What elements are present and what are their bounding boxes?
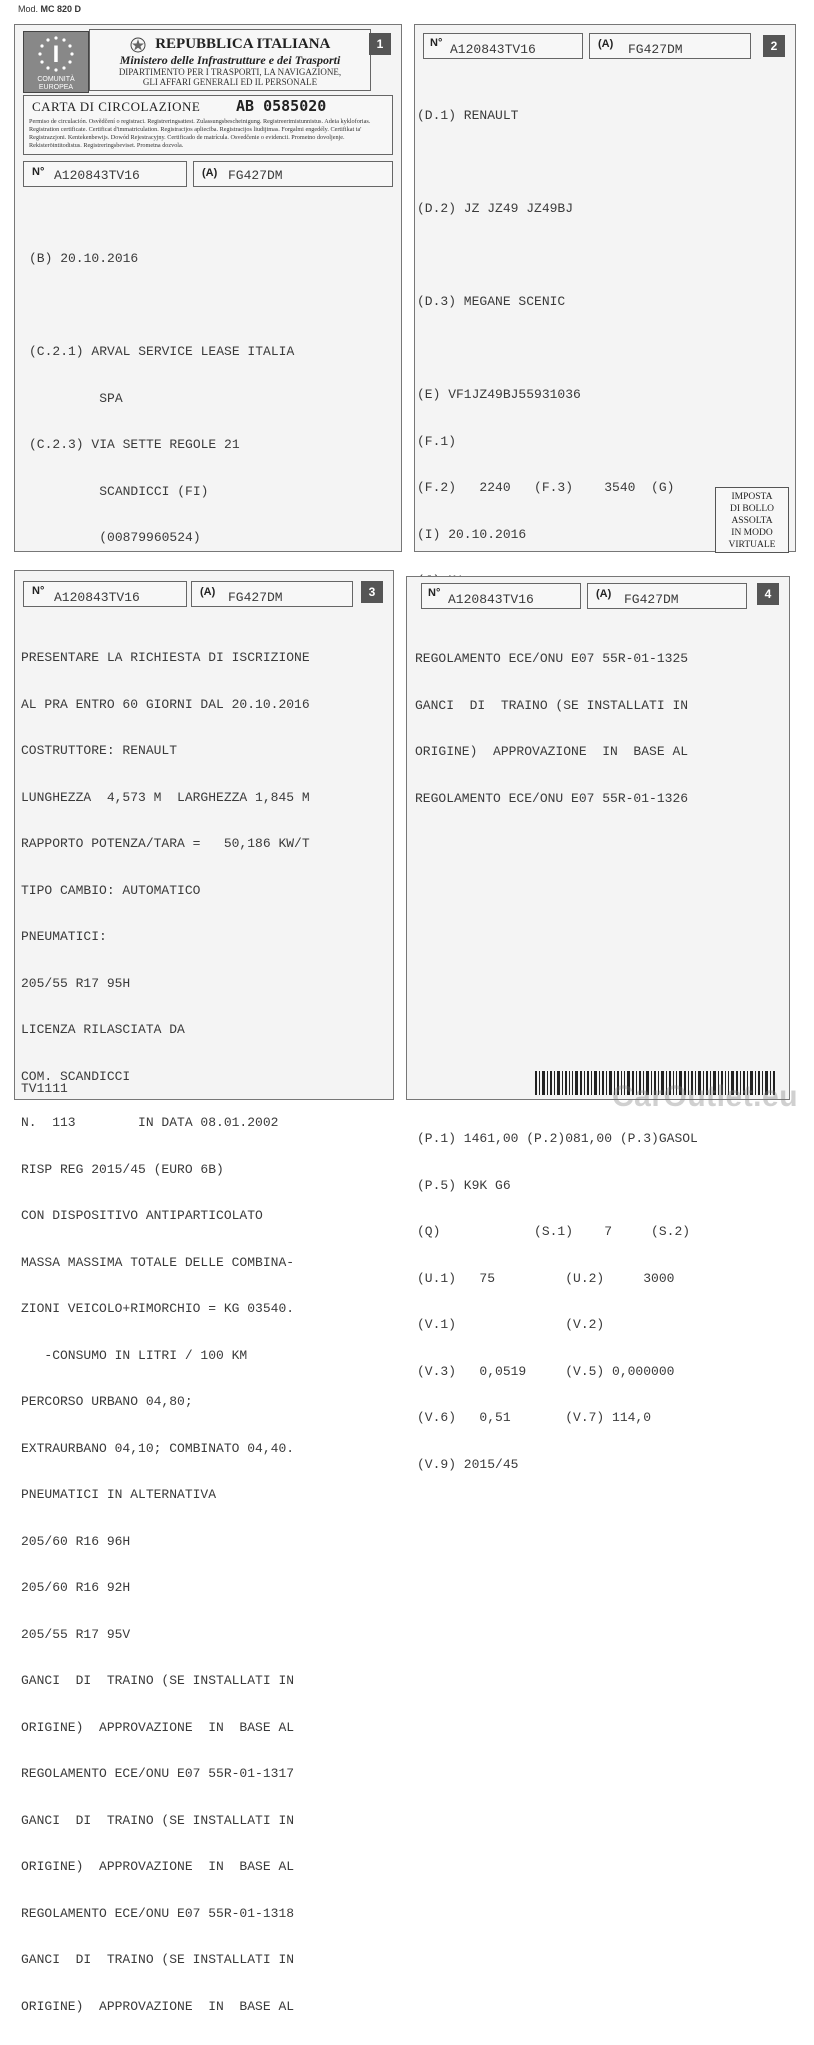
registration-number: A120843TV16 <box>54 590 140 605</box>
text-line: GANCI DI TRAINO (SE INSTALLATI IN <box>21 1812 295 1828</box>
model-label <box>18 4 81 14</box>
text-line: SPA <box>29 390 123 406</box>
plate-number: FG427DM <box>228 168 283 183</box>
stamp-line: IMPOSTA <box>731 492 773 502</box>
text-line: -CONSUMO IN LITRI / 100 KM <box>21 1347 248 1363</box>
plate-number: FG427DM <box>228 590 283 605</box>
text-line: ZIONI VEICOLO+RIMORCHIO = KG 03540. <box>21 1301 295 1316</box>
text-line <box>417 248 698 264</box>
stamp-line: DI BOLLO <box>729 504 775 514</box>
republic-title: REPUBBLICA ITALIANA <box>155 36 331 52</box>
panel-4-number: 4 <box>757 583 779 605</box>
registration-number: A120843TV16 <box>448 592 534 607</box>
registration-number-box <box>23 161 187 187</box>
text-line: PRESENTARE LA RICHIESTA DI ISCRIZIONE <box>21 650 310 665</box>
text-line: TIPO CAMBIO: AUTOMATICO <box>21 882 201 898</box>
text-line: PNEUMATICI: <box>21 929 107 944</box>
text-line: (D.1) RENAULT <box>417 108 519 123</box>
text-line: (P.5) K9K G6 <box>417 1177 511 1193</box>
department-line-1: DIPARTIMENTO PER I TRASPORTI, LA NAVIGAZIONE, <box>118 67 342 77</box>
text-line: GANCI DI TRAINO (SE INSTALLATI IN <box>415 697 689 713</box>
model-label-code: MC 820 D <box>40 4 82 14</box>
plate-box <box>193 161 393 187</box>
number-label: N° <box>430 37 443 49</box>
plate-label: (A) <box>598 38 614 50</box>
text-line: REGOLAMENTO ECE/ONU E07 55R-01-1326 <box>415 790 689 806</box>
text-line: REGOLAMENTO ECE/ONU E07 55R-01-1318 <box>21 1905 295 1921</box>
registration-number-box <box>421 583 581 609</box>
text-line: CON DISPOSITIVO ANTIPARTICOLATO <box>21 1208 263 1223</box>
text-line: 205/60 R16 96H <box>21 1533 131 1549</box>
text-line: ORIGINE) APPROVAZIONE IN BASE AL <box>21 1859 295 1874</box>
panel-3-text <box>21 619 310 2045</box>
document-number: AB 0585020 <box>236 97 327 115</box>
text-line: ORIGINE) APPROVAZIONE IN BASE AL <box>415 744 689 759</box>
eu-country-letter: I <box>52 41 60 68</box>
text-line: (F.2) 2240 (F.3) 3540 (G) <box>417 480 675 495</box>
model-label-prefix: Mod. <box>18 4 39 14</box>
plate-label: (A) <box>596 588 612 600</box>
panel-3 <box>14 570 394 2014</box>
stamp-line: IN MODO <box>731 528 773 538</box>
text-line: (C.2.3) VIA SETTE REGOLE 21 <box>29 437 240 452</box>
plate-box <box>589 33 751 59</box>
text-line: RAPPORTO POTENZA/TARA = 50,186 KW/T <box>21 836 310 851</box>
text-line: COSTRUTTORE: RENAULT <box>21 743 178 758</box>
panel-1-text <box>29 220 294 577</box>
text-line: (V.3) 0,0519 (V.5) 0,000000 <box>417 1363 675 1379</box>
document-title: CARTA DI CIRCOLAZIONE <box>32 99 201 114</box>
text-line: (V.9) 2015/45 <box>417 1456 519 1472</box>
emblem-icon <box>130 37 146 53</box>
text-line: EXTRAURBANO 04,10; COMBINATO 04,40. <box>21 1440 295 1456</box>
panel-1-number: 1 <box>369 33 391 55</box>
plate-label: (A) <box>202 167 218 179</box>
text-line: 205/60 R16 92H <box>21 1580 131 1595</box>
text-line: SCANDICCI (FI) <box>29 483 209 499</box>
text-line: (00879960524) <box>29 530 201 545</box>
multilanguage-text: Permiso de circulación. Osvědčení o registraci. Registreringsattest. Zulassungsbescheinigung. Registreerimistunnistus. Adeia kykloforias. Registration certificate. Certificat d'immatriculation. Registracijos apliecība. Registracijos liudijimas. Forgalmi engedély. Certifikat ta' Registrazzjoni. Kentekenbewijs. Dowód Rejestracyjny. Certificado de matrícula. Osvedčenie o evidencii. Prometno dovoljenje. Rekisteröintitodistus. Registreringsbeviset. Prometna dozvola. <box>29 118 371 149</box>
plate-box <box>191 581 353 607</box>
text-line <box>29 298 294 314</box>
registration-number-box <box>423 33 583 59</box>
text-line: (D.2) JZ JZ49 JZ49BJ <box>417 201 574 216</box>
text-line: (D.3) MEGANE SCENIC <box>417 294 566 309</box>
text-line: RISP REG 2015/45 (EURO 6B) <box>21 1161 224 1177</box>
registration-number: A120843TV16 <box>450 42 536 57</box>
panel-3-footer: TV1111 <box>21 1081 68 1096</box>
text-line <box>417 155 698 171</box>
department-line-2: GLI AFFARI GENERALI ED IL PERSONALE <box>142 77 318 87</box>
panel-2-number: 2 <box>763 35 785 57</box>
text-line: GANCI DI TRAINO (SE INSTALLATI IN <box>21 1673 295 1688</box>
text-line: (P.1) 1461,00 (P.2)081,00 (P.3)GASOL <box>417 1131 698 1146</box>
text-line <box>417 341 698 357</box>
watermark: CarOutlet.eu <box>612 1080 799 1113</box>
text-line: (V.1) (V.2) <box>417 1317 605 1332</box>
plate-number: FG427DM <box>628 42 683 57</box>
text-line: (C.2.1) ARVAL SERVICE LEASE ITALIA <box>29 344 295 359</box>
text-line: AL PRA ENTRO 60 GIORNI DAL 20.10.2016 <box>21 696 310 712</box>
registration-number-box <box>23 581 187 607</box>
text-line: REGOLAMENTO ECE/ONU E07 55R-01-1317 <box>21 1766 295 1781</box>
registration-number: A120843TV16 <box>54 168 140 183</box>
text-line: (I) 20.10.2016 <box>417 526 527 542</box>
plate-label: (A) <box>200 586 216 598</box>
text-line: ORIGINE) APPROVAZIONE IN BASE AL <box>21 1998 295 2014</box>
text-line: PNEUMATICI IN ALTERNATIVA <box>21 1487 217 1502</box>
text-line: (U.1) 75 (U.2) 3000 <box>417 1270 675 1286</box>
stamp-line: ASSOLTA <box>731 516 773 526</box>
text-line: GANCI DI TRAINO (SE INSTALLATI IN <box>21 1952 295 1967</box>
eu-label: COMUNITÀ EUROPEA <box>37 76 75 91</box>
ministry-name: Ministero delle Infrastrutture e dei Trasporti <box>119 53 341 67</box>
text-line: 205/55 R17 95V <box>21 1626 131 1642</box>
panel-3-number: 3 <box>361 581 383 603</box>
tax-stamp-box <box>715 487 789 553</box>
plate-box <box>587 583 747 609</box>
text-line: N. 113 IN DATA 08.01.2002 <box>21 1115 279 1130</box>
text-line: LICENZA RILASCIATA DA <box>21 1022 185 1037</box>
panel-1 <box>14 24 402 552</box>
text-line: LUNGHEZZA 4,573 M LARGHEZZA 1,845 M <box>21 789 310 805</box>
text-line: (Q) (S.1) 7 (S.2) <box>417 1224 691 1239</box>
document-title-block <box>23 95 393 155</box>
plate-number: FG427DM <box>624 592 679 607</box>
number-label: N° <box>428 587 441 599</box>
text-line: (F.1) <box>417 433 457 449</box>
number-label: N° <box>32 585 45 597</box>
text-line: (V.6) 0,51 (V.7) 114,0 <box>417 1410 652 1425</box>
panel-4-text <box>415 620 688 837</box>
stamp-line: VIRTUALE <box>728 540 776 550</box>
text-line: (B) 20.10.2016 <box>29 251 139 266</box>
text-line: 205/55 R17 95H <box>21 975 131 991</box>
text-line: (E) VF1JZ49BJ55931036 <box>417 387 581 402</box>
panel-4 <box>406 576 790 1100</box>
text-line: MASSA MASSIMA TOTALE DELLE COMBINA- <box>21 1254 295 1270</box>
text-line: PERCORSO URBANO 04,80; <box>21 1394 193 1409</box>
text-line: REGOLAMENTO ECE/ONU E07 55R-01-1325 <box>415 651 689 666</box>
number-label: N° <box>32 166 45 178</box>
eu-flag-block <box>23 31 89 93</box>
ministry-header <box>89 29 371 91</box>
text-line: COM. SCANDICCI <box>21 1068 131 1084</box>
text-line: ORIGINE) APPROVAZIONE IN BASE AL <box>21 1719 295 1735</box>
